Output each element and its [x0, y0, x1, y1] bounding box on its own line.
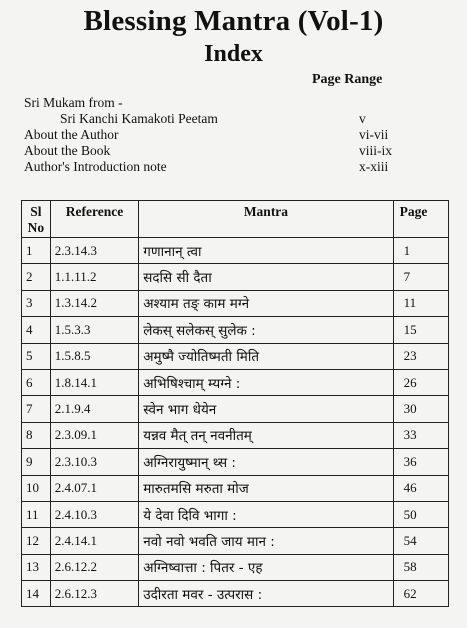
row-reference: 2.4.07.1 — [50, 475, 138, 501]
row-page: 54 — [393, 528, 448, 554]
front-matter-label: Sri Kanchi Kamakoti Peetam — [60, 111, 218, 126]
row-number: 3 — [22, 290, 51, 316]
row-number: 14 — [22, 581, 51, 607]
row-reference: 1.5.3.3 — [50, 317, 138, 343]
row-mantra: मारुतमसि मरुता मोज — [139, 475, 393, 501]
front-matter-range: vi-vii — [359, 127, 389, 142]
front-matter-item — [24, 127, 444, 143]
row-page: 36 — [393, 449, 448, 475]
row-mantra: अमुष्मै ज्योतिष्मती मिति — [139, 343, 393, 369]
row-number: 2 — [22, 264, 51, 290]
front-matter-item — [24, 159, 444, 175]
row-number: 11 — [22, 501, 51, 527]
row-page: 46 — [393, 475, 448, 501]
row-reference: 2.3.09.1 — [50, 422, 138, 448]
table-row — [22, 449, 449, 475]
front-matter-label: Author's Introduction note — [24, 159, 167, 174]
front-matter-range: v — [359, 111, 366, 126]
table-body — [22, 238, 449, 607]
row-number: 5 — [22, 343, 51, 369]
row-page: 62 — [393, 581, 448, 607]
table-row — [22, 422, 449, 448]
row-page: 15 — [393, 317, 448, 343]
row-reference: 2.6.12.2 — [50, 554, 138, 580]
row-number: 1 — [22, 238, 51, 264]
row-reference: 1.1.11.2 — [50, 264, 138, 290]
row-number: 7 — [22, 396, 51, 422]
table-row — [22, 369, 449, 395]
header-page: Page — [393, 201, 448, 238]
row-mantra: लेकस् सलेकस् सुलेक : — [139, 317, 393, 343]
front-matter-range: x-xiii — [359, 159, 389, 174]
row-reference: 2.6.12.3 — [50, 581, 138, 607]
row-mantra: उदीरता मवर - उत्परास : — [139, 581, 393, 607]
row-page: 58 — [393, 554, 448, 580]
mantra-index-table — [21, 200, 449, 607]
front-matter-item — [24, 111, 444, 127]
table-header-row — [22, 201, 449, 238]
row-reference: 2.3.10.3 — [50, 449, 138, 475]
page-subtitle: Index — [204, 41, 263, 67]
header-mantra: Mantra — [139, 201, 393, 238]
row-page: 7 — [393, 264, 448, 290]
row-mantra: अश्याम तङ् काम मग्ने — [139, 290, 393, 316]
table-row — [22, 343, 449, 369]
row-number: 13 — [22, 554, 51, 580]
table-row — [22, 317, 449, 343]
row-mantra: अग्निरायुष्मान् थ्स : — [139, 449, 393, 475]
table-row — [22, 396, 449, 422]
table-row — [22, 475, 449, 501]
row-number: 6 — [22, 369, 51, 395]
row-page: 33 — [393, 422, 448, 448]
row-mantra: गणानान् त्वा — [139, 238, 393, 264]
row-number: 4 — [22, 317, 51, 343]
table-row — [22, 264, 449, 290]
row-reference: 1.3.14.2 — [50, 290, 138, 316]
row-reference: 2.3.14.3 — [50, 238, 138, 264]
row-page: 30 — [393, 396, 448, 422]
header-reference: Reference — [50, 201, 138, 238]
row-mantra: नवो नवो भवति जाय मान : — [139, 528, 393, 554]
row-mantra: अभिषिश्चाम् म्यग्ने : — [139, 369, 393, 395]
row-mantra: अग्निष्वात्ता : पितर - एह — [139, 554, 393, 580]
row-mantra: यन्नव मैत् तन् नवनीतम् — [139, 422, 393, 448]
row-page: 11 — [393, 290, 448, 316]
table-row — [22, 238, 449, 264]
table-row — [22, 290, 449, 316]
row-number: 9 — [22, 449, 51, 475]
table-row — [22, 581, 449, 607]
front-matter-label: About the Author — [24, 127, 119, 142]
table-row — [22, 554, 449, 580]
front-matter-label: Sri Mukam from - — [24, 95, 123, 110]
page-range-label: Page Range — [312, 72, 383, 87]
row-page: 23 — [393, 343, 448, 369]
row-reference: 2.4.14.1 — [50, 528, 138, 554]
row-reference: 1.5.8.5 — [50, 343, 138, 369]
row-number: 10 — [22, 475, 51, 501]
row-reference: 2.1.9.4 — [50, 396, 138, 422]
row-number: 12 — [22, 528, 51, 554]
header-sl-no: Sl No — [22, 201, 51, 238]
row-mantra: ये देवा दिवि भागा : — [139, 501, 393, 527]
front-matter-item — [24, 95, 444, 111]
page-title: Blessing Mantra (Vol-1) — [83, 5, 384, 37]
table-row — [22, 528, 449, 554]
table-row — [22, 501, 449, 527]
row-mantra: सदसि सी दैता — [139, 264, 393, 290]
row-number: 8 — [22, 422, 51, 448]
row-mantra: स्वेन भाग धेयेन — [139, 396, 393, 422]
row-page: 1 — [393, 238, 448, 264]
row-reference: 2.4.10.3 — [50, 501, 138, 527]
front-matter-list — [24, 95, 444, 175]
front-matter-item — [24, 143, 444, 159]
row-page: 50 — [393, 501, 448, 527]
row-page: 26 — [393, 369, 448, 395]
row-reference: 1.8.14.1 — [50, 369, 138, 395]
front-matter-label: About the Book — [24, 143, 111, 158]
front-matter-range: viii-ix — [359, 143, 392, 158]
